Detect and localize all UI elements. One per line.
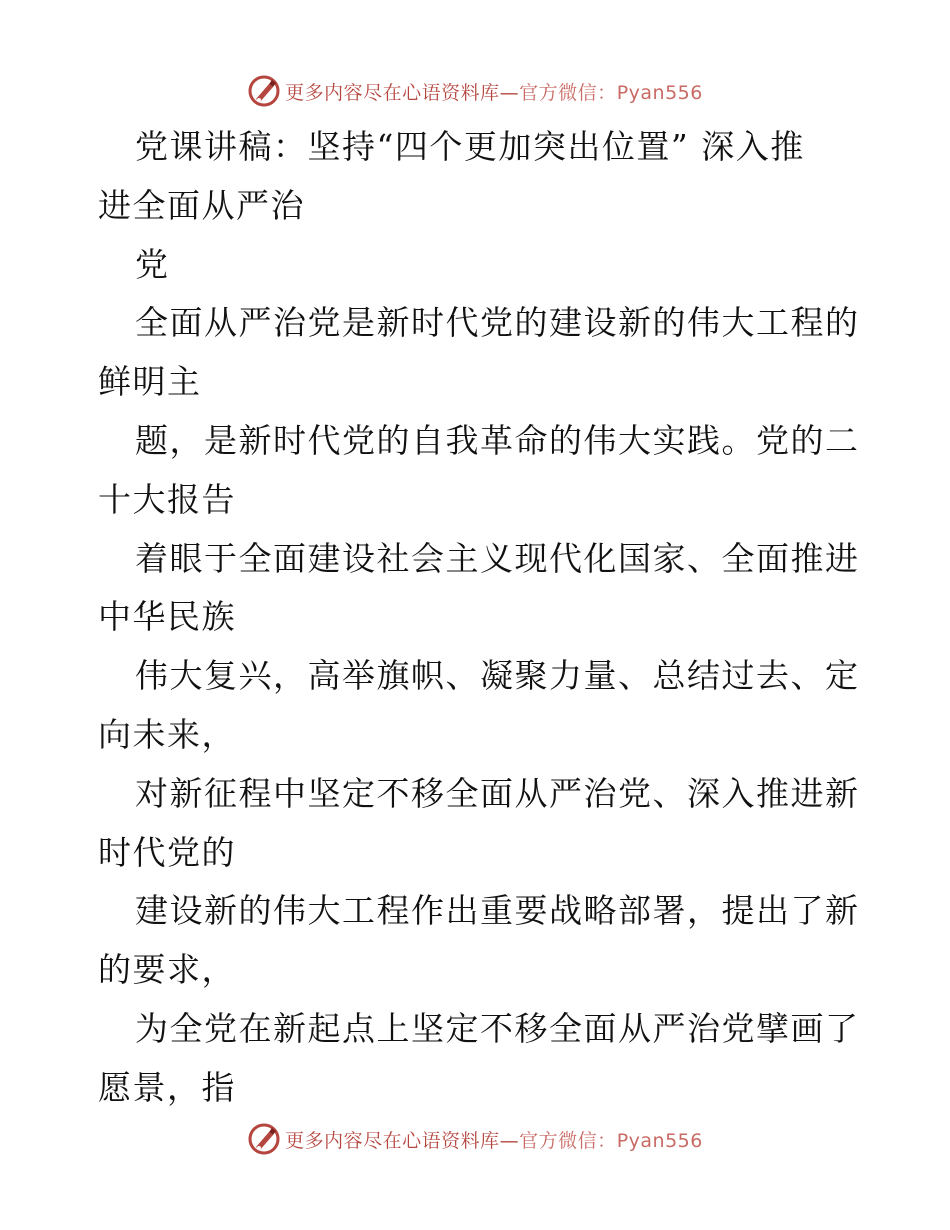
document-body bbox=[98, 118, 858, 1118]
paragraph-line: 鲜明主 bbox=[98, 362, 202, 402]
pen-logo-icon bbox=[247, 1122, 281, 1156]
title-line-1: 党课讲稿：坚持“四个更加突出位置” 深入推 bbox=[135, 127, 805, 166]
watermark-text bbox=[285, 78, 703, 105]
paragraph-line: 题，是新时代党的自我革命的伟大实践。党的二 bbox=[135, 420, 860, 460]
watermark-footer bbox=[0, 1119, 950, 1159]
watermark-text bbox=[285, 1126, 703, 1153]
paragraph-line: 时代党的 bbox=[98, 832, 236, 872]
watermark-separator: — bbox=[499, 81, 520, 104]
title-line-2: 进全面从严治 bbox=[98, 185, 305, 225]
watermark-separator: — bbox=[499, 1129, 520, 1152]
watermark-header bbox=[0, 71, 950, 111]
title-line-3: 党 bbox=[135, 244, 170, 284]
watermark-wechat-id: Pyan556 bbox=[616, 81, 703, 104]
watermark-wechat-label: 官方微信： bbox=[519, 1129, 617, 1152]
paragraph-line: 伟大复兴，高举旗帜、凝聚力量、总结过去、定 bbox=[135, 656, 860, 696]
watermark-brand: 更多内容尽在心语资料库 bbox=[285, 81, 500, 104]
paragraph-line: 愿景，指 bbox=[98, 1067, 236, 1107]
watermark-wechat-label: 官方微信： bbox=[519, 81, 617, 104]
paragraph-line: 为全党在新起点上坚定不移全面从严治党擘画了 bbox=[135, 1008, 860, 1048]
pen-logo-icon bbox=[247, 74, 281, 108]
watermark-wechat-id: Pyan556 bbox=[616, 1129, 703, 1152]
paragraph-line: 中华民族 bbox=[98, 597, 236, 637]
watermark-brand: 更多内容尽在心语资料库 bbox=[285, 1129, 500, 1152]
paragraph-line: 十大报告 bbox=[98, 479, 236, 519]
paragraph-line: 着眼于全面建设社会主义现代化国家、全面推进 bbox=[135, 538, 860, 578]
paragraph-line: 建设新的伟大工程作出重要战略部署，提出了新 bbox=[135, 891, 860, 931]
paragraph-line: 对新征程中坚定不移全面从严治党、深入推进新 bbox=[135, 773, 860, 813]
paragraph-line: 向未来， bbox=[98, 714, 236, 754]
paragraph-line: 全面从严治党是新时代党的建设新的伟大工程的 bbox=[135, 303, 860, 343]
paragraph-line: 的要求， bbox=[98, 950, 236, 990]
